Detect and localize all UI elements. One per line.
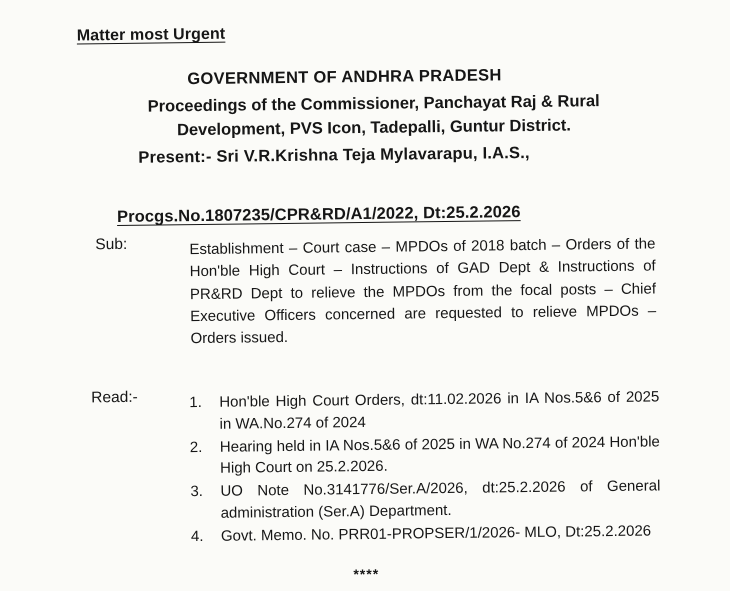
list-item-number: 4. [190, 528, 204, 546]
read-references-list [189, 386, 661, 549]
list-item [190, 476, 660, 525]
read-label: Read:- [91, 388, 138, 407]
government-title: GOVERNMENT OF ANDHRA PRADESH [187, 66, 502, 89]
list-item-number: 2. [189, 438, 203, 456]
subject-text: Establishment – Court case – MPDOs of 2018 batch – Orders of the Hon'ble High Court – Instructions of GAD Dept & Instructions of PR&RD Dept to relieve the MPDOs from the focal posts – Chief Executive Officers concerned are requested to relieve MPDOs – Orders issued. [189, 235, 657, 348]
proceedings-heading: Proceedings of the Commissioner, Panchayat Raj & Rural Development, PVS Icon, Tadepalli, Guntur District. [147, 92, 600, 140]
urgency-note: Matter most Urgent [76, 25, 226, 45]
list-item-text: UO Note No.3141776/Ser.A/2026, dt:25.2.2026 of General administration (Ser.A) Department. [220, 477, 661, 522]
list-item-number: 1. [189, 394, 202, 412]
list-item-text: Hearing held in IA Nos.5&6 of 2025 in WA No.274 of 2024 Hon'ble High Court on 25.2.2026. [219, 433, 660, 478]
present-line: Present:- Sri V.R.Krishna Teja Mylavarapu, I.A.S., [138, 143, 530, 167]
proceedings-number: Procgs.No.1807235/CPR&RD/A1/2022, Dt:25.2.2026 [116, 203, 521, 227]
list-item-text: Hon'ble High Court Orders, dt:11.02.2026 in IA Nos.5&6 of 2025 in WA.No.274 of 2024 [219, 388, 660, 433]
subject-label: Sub: [95, 235, 128, 254]
list-item-number: 3. [190, 483, 204, 501]
list-item [189, 386, 659, 435]
list-item [191, 520, 661, 547]
list-item [190, 431, 660, 480]
section-separator: **** [353, 565, 380, 583]
list-item-text: Govt. Memo. No. PRR01-PROPSER/1/2026- MLO, Dt:25.2.2026 [220, 522, 652, 545]
